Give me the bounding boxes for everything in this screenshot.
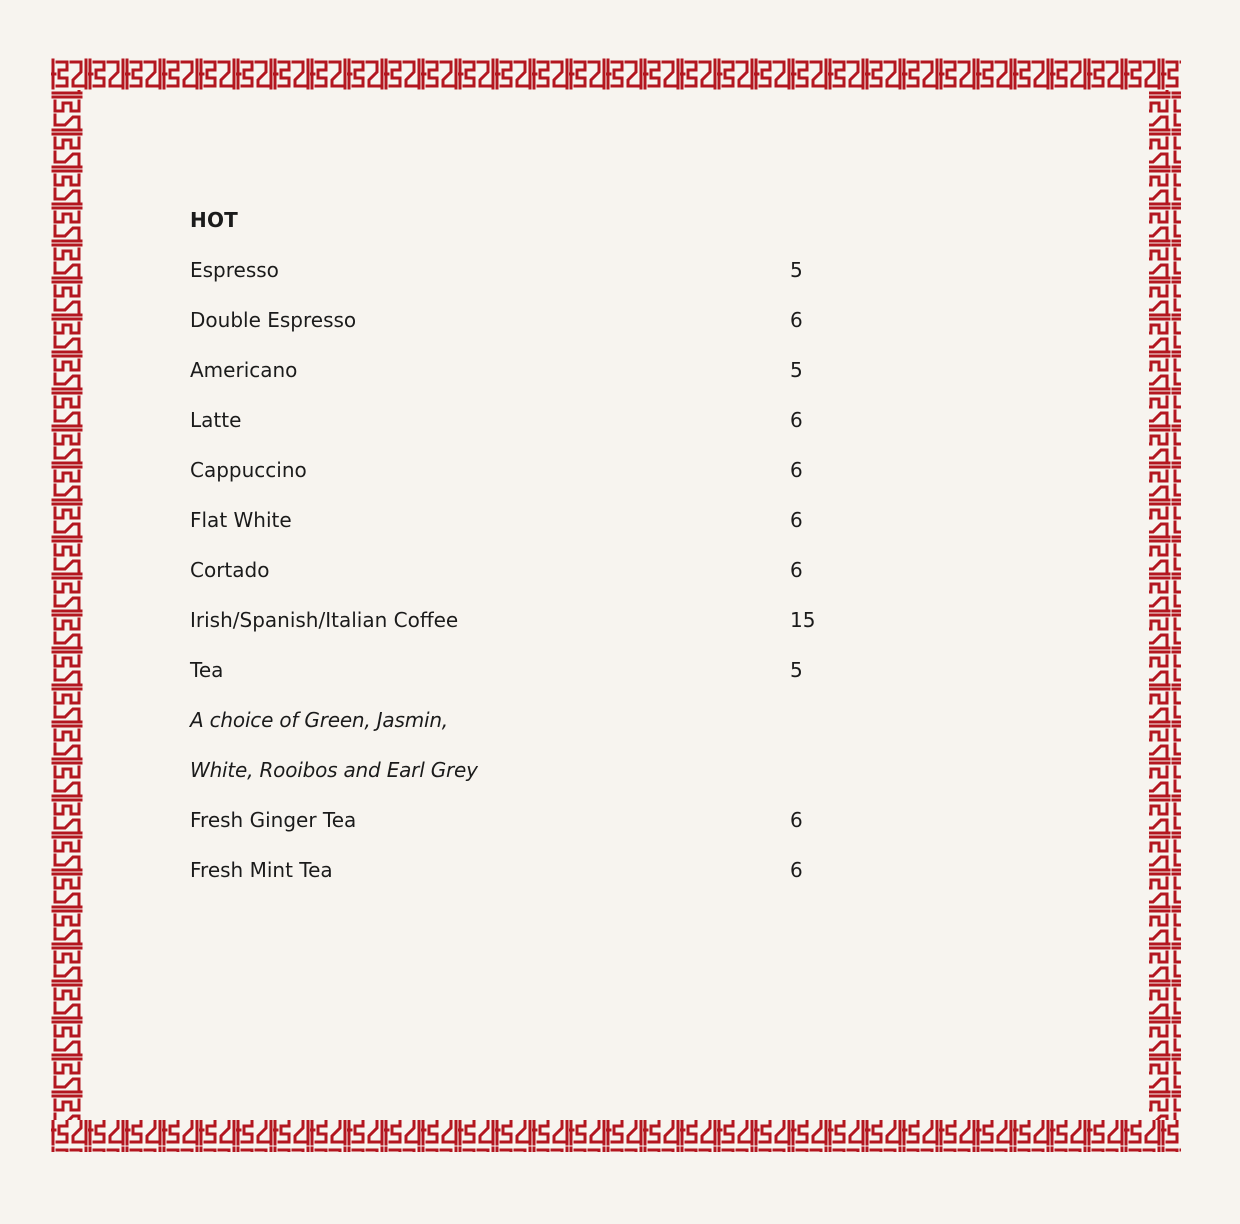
menu-item-name: Fresh Ginger Tea	[190, 808, 357, 832]
menu-item-price: 6	[790, 808, 803, 832]
tea-note-line: White, Rooibos and Earl Grey	[190, 758, 478, 782]
menu-item-name: Americano	[190, 358, 298, 382]
menu-item-price: 6	[790, 558, 803, 582]
menu-item	[190, 645, 830, 695]
menu-item-price: 5	[790, 658, 803, 682]
menu-item-name: Tea	[190, 658, 224, 682]
menu-item	[190, 495, 830, 545]
menu-item-name: Flat White	[190, 508, 292, 532]
menu-item-name: Espresso	[190, 258, 279, 282]
menu-item-name: Irish/Spanish/Italian Coffee	[190, 608, 459, 632]
menu-item-name: Fresh Mint Tea	[190, 858, 333, 882]
menu-item-name: Double Espresso	[190, 308, 357, 332]
menu-item-price: 6	[790, 408, 803, 432]
menu-item	[190, 545, 830, 595]
menu-item-price: 5	[790, 358, 803, 382]
menu-item-price: 5	[790, 258, 803, 282]
section-title: HOT	[190, 208, 238, 232]
menu-item-price: 6	[790, 458, 803, 482]
menu-item-name: Cappuccino	[190, 458, 307, 482]
menu-item-price: 6	[790, 508, 803, 532]
menu-item	[190, 795, 830, 845]
tea-note-line: A choice of Green, Jasmin,	[190, 708, 448, 732]
menu-item	[190, 245, 830, 295]
menu-item	[190, 595, 830, 645]
menu-item-name: Latte	[190, 408, 242, 432]
menu-item-price: 6	[790, 308, 803, 332]
menu-item	[190, 445, 830, 495]
menu-item	[190, 845, 830, 895]
menu-item	[190, 395, 830, 445]
menu-item	[190, 345, 830, 395]
menu-item-name: Cortado	[190, 558, 270, 582]
menu-item-price: 6	[790, 858, 803, 882]
menu-item	[190, 295, 830, 345]
hot-drinks-menu	[190, 195, 830, 895]
menu-item-price: 15	[790, 608, 816, 632]
